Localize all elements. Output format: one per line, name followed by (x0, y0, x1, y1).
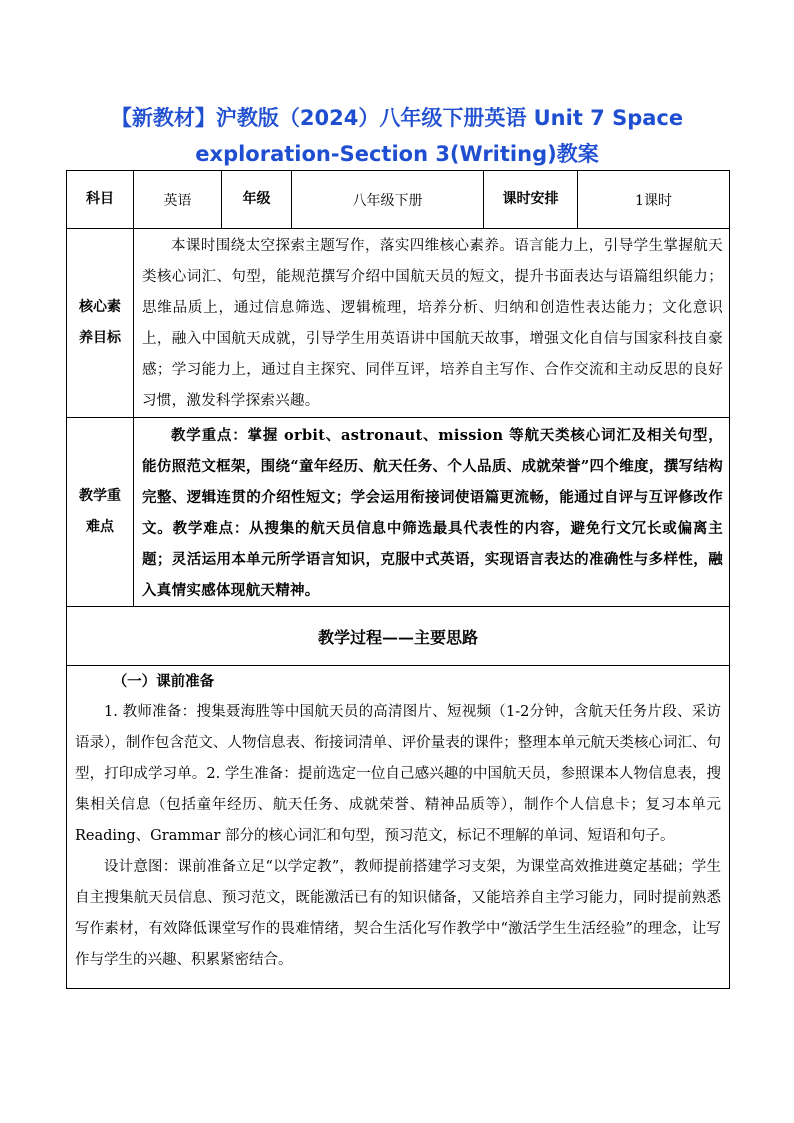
section-prep-title: （一）课前准备 (112, 673, 215, 690)
core-goals-row (67, 229, 730, 418)
document-title: 【新教材】沪教版（2024）八年级下册英语 Unit 7 Space exploration-Section 3(Writing)教案 (110, 106, 684, 166)
subject-value: 英语 (134, 171, 222, 229)
schedule-label: 课时安排 (484, 171, 578, 229)
core-goals-text: 本课时围绕太空探索主题写作，落实四维核心素养。语言能力上，引导学生掌握航天类核心词汇、句型，能规范撰写介绍中国航天员的短文，提升书面表达与语篇组织能力；思维品质上，通过信息筛选、逻辑梳理，培养分析、归纳和创造性表达能力；文化意识上，融入中国航天成就，引导学生用英语讲中国航天故事，增强文化自信与国家科技自豪感；学习能力上，通过自主探究、同伴互评，培养自主写作、合作交流和主动反思的良好习惯，激发科学探索兴趣。 (134, 229, 730, 418)
key-points-text: 教学重点：掌握 orbit、astronaut、mission 等航天类核心词汇及相关句型，能仿照范文框架，围绕“童年经历、航天任务、个人品质、成就荣誉”四个维度，撰写结构完整、逻辑连贯的介绍性短文；学会运用衔接词使语篇更流畅，能通过自评与互评修改作文。教学难点：从搜集的航天员信息中筛选最具代表性的内容，避免行文冗长或偏离主题；灵活运用本单元所学语言知识，克服中式英语，实现语言表达的准确性与多样性，融入真情实感体现航天精神。 (134, 418, 730, 607)
schedule-value: 1课时 (578, 171, 730, 229)
core-goals-label: 核心素养目标 (67, 229, 134, 418)
process-body (67, 666, 730, 989)
info-row (67, 171, 730, 229)
process-heading-row (67, 607, 730, 666)
grade-label: 年级 (222, 171, 292, 229)
process-body-row (67, 666, 730, 989)
prep-paragraph: 1. 教师准备：搜集聂海胜等中国航天员的高清图片、短视频（1-2分钟，含航天任务片段、采访语录），制作包含范文、人物信息表、衔接词清单、评价量表的课件；整理本单元航天类核心词汇、句型，打印成学习单。2. 学生准备：提前选定一位自己感兴趣的中国航天员，参照课本人物信息表，搜集相关信息（包括童年经历、航天任务、成就荣誉、精神品质等），制作个人信息卡；复习本单元 Reading、Grammar 部分的核心词汇和句型，预习范文，标记不理解的单词、短语和句子。 (75, 704, 721, 844)
subject-label: 科目 (67, 171, 134, 229)
lesson-plan-table (66, 170, 730, 989)
key-points-label: 教学重难点 (67, 418, 134, 607)
design-intent-paragraph: 设计意图：课前准备立足“以学定教”，教师提前搭建学习支架，为课堂高效推进奠定基础；学生自主搜集航天员信息、预习范文，既能激活已有的知识储备，又能培养自主学习能力，同时提前熟悉写作素材，有效降低课堂写作的畏难情绪，契合生活化写作教学中“激活学生生活经验”的理念，让写作与学生的兴趣、积累紧密结合。 (75, 859, 721, 968)
grade-value: 八年级下册 (292, 171, 484, 229)
key-points-row (67, 418, 730, 607)
process-heading: 教学过程——主要思路 (67, 607, 730, 666)
